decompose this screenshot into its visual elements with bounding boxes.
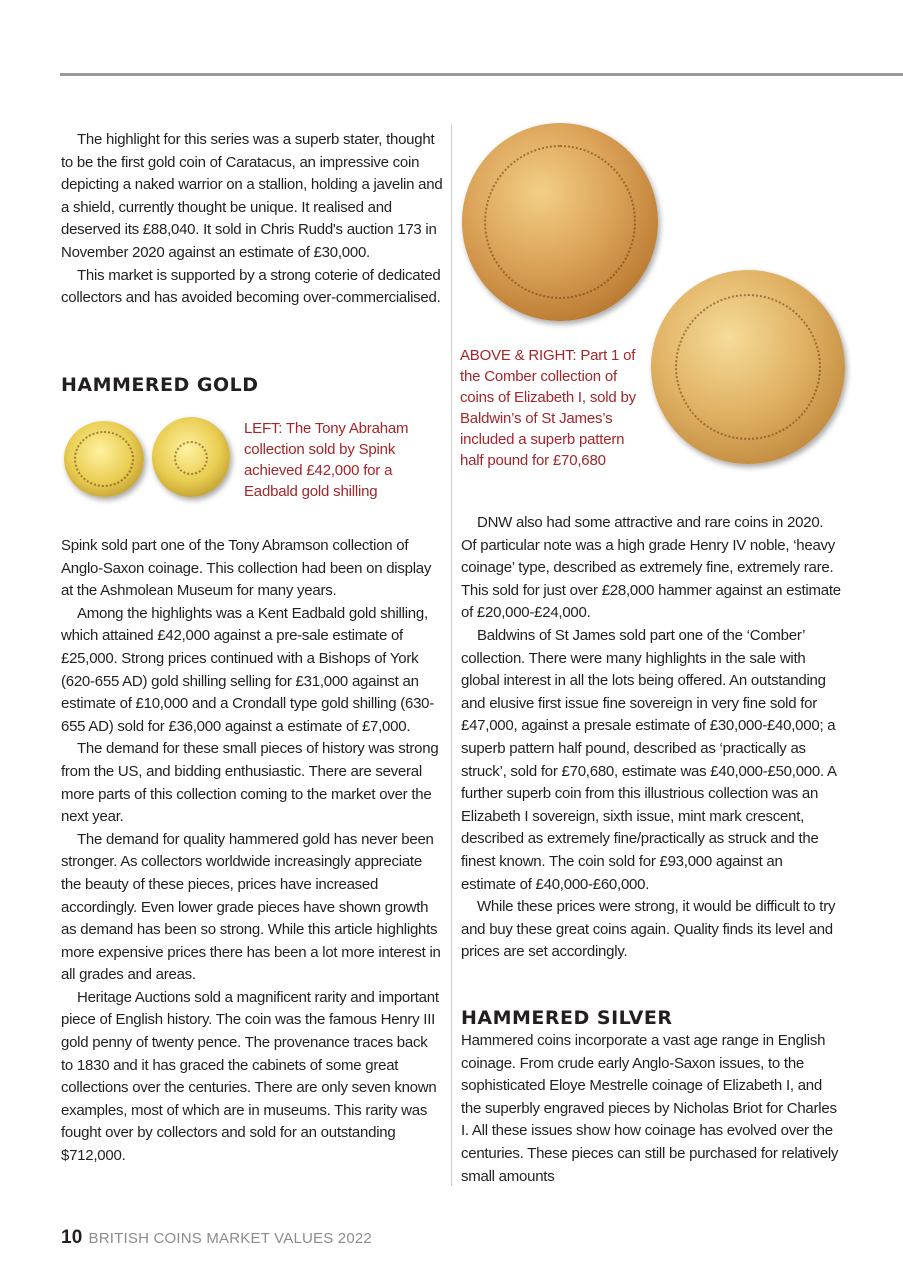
paragraph: The demand for quality hammered gold has never been stronger. As collectors worldwide increasingly appreciate the beauty of these pieces, prices have increased accordingly. Even lower grade pieces have shown growth as demand has been so strong. While this article highlights more expensive prices there has been a lot more interest in all grades and areas. xyxy=(61,830,441,984)
right-silver-body xyxy=(461,1030,841,1188)
paragraph: Hammered coins incorporate a vast age range in English coinage. From crude early Anglo-Saxon issues, to the sophisticated Eloye Mestrelle coinage of Elizabeth I, and the superbly engraved pieces by Nicholas Briot for Charles I. All these issues show how coinage has evolved over the centuries. These pieces can still be purchased for relatively small amounts xyxy=(461,1032,839,1185)
top-rule xyxy=(60,73,903,76)
paragraph: The demand for these small pieces of history was strong from the US, and bidding enthusiastic. There are several more parts of this collection coming to the market over the next year. xyxy=(61,740,439,826)
section-heading-hammered-gold: HAMMERED GOLD xyxy=(61,374,259,396)
publication-title: BRITISH COINS MARKET VALUES 2022 xyxy=(88,1230,372,1247)
left-body xyxy=(61,535,443,1168)
page-number: 10 xyxy=(61,1227,83,1248)
page-footer xyxy=(61,1227,372,1249)
image-caption-right: ABOVE & RIGHT: Part 1 of the Comber collection of coins of Elizabeth I, sold by Baldwin’s of St James’s included a superb pattern half pound for £70,680 xyxy=(460,347,636,469)
paragraph: Spink sold part one of the Tony Abramson collection of Anglo-Saxon coinage. This collection had been on display at the Ashmolean Museum for many years. xyxy=(61,537,432,600)
paragraph: While these prices were strong, it would be difficult to try and buy these great coins again. Quality finds its level and prices are set accordingly. xyxy=(461,898,836,961)
paragraph: This market is supported by a strong coterie of dedicated collectors and has avoided becoming over-commercialised. xyxy=(61,266,441,307)
column-divider xyxy=(451,124,452,1186)
coin-reverse xyxy=(152,417,230,497)
paragraph: Heritage Auctions sold a magnificent rarity and important piece of English history. The coin was the famous Henry III gold penny of twenty pence. The provenance traces back to 1830 and it has graced the cabinets of some great collections over the centuries. There are only seven known examples, most of which are in museums. This rarity was fought over by collectors and sold for an outstanding $712,000. xyxy=(61,988,439,1165)
coin-obverse xyxy=(64,421,144,497)
elizabeth-coin-obverse-image xyxy=(462,123,658,321)
paragraph: The highlight for this series was a superb stater, thought to be the first gold coin of Caratacus, an impressive coin depicting a naked warrior on a stallion, holding a javelin and a shield, currently thought be unique. It realised and deserved its £88,040. It sold in Chris Rudd's auction 173 in November 2020 against an estimate of £30,000. xyxy=(61,131,443,261)
elizabeth-coin-reverse-image xyxy=(651,270,845,464)
paragraph: Baldwins of St James sold part one of the ‘Comber’ collection. There were many highlights in the sale with global interest in all the lots being offered. An outstanding and elusive first issue fine sovereign in very fine sold for £47,000, against a presale estimate of £30,000-£40,000; a superb pattern half pound, described as ‘practically as struck’, sold for £70,680, estimate was £40,000-£50,000. A further superb coin from this illustrious collection was an Elizabeth I sovereign, sixth issue, mint mark crescent, described as extremely fine/practically as struck and the finest known. The coin sold for £93,000 against an estimate of £40,000-£60,000. xyxy=(461,626,836,893)
section-heading-hammered-silver: HAMMERED SILVER xyxy=(461,1007,673,1029)
right-body xyxy=(461,512,841,964)
paragraph: Among the highlights was a Kent Eadbald gold shilling, which attained £42,000 against a pre-sale estimate of £25,000. Strong prices continued with a Bishops of York (620-655 AD) gold shilling selling for £31,000 against an estimate of £10,000 and a Crondall type gold shilling (630-655 AD) sold for £36,000 against a estimate of £7,000. xyxy=(61,604,434,735)
left-intro xyxy=(61,129,443,310)
image-caption-left: LEFT: The Tony Abraham collection sold by Spink achieved £42,000 for a Eadbald gold shilling xyxy=(244,420,409,500)
paragraph: DNW also had some attractive and rare coins in 2020. Of particular note was a high grade Henry IV noble, ‘heavy coinage’ type, described as extremely fine, extremely rare. This sold for just over £28,000 hammer against an estimate of £20,000-£24,000. xyxy=(461,514,841,622)
